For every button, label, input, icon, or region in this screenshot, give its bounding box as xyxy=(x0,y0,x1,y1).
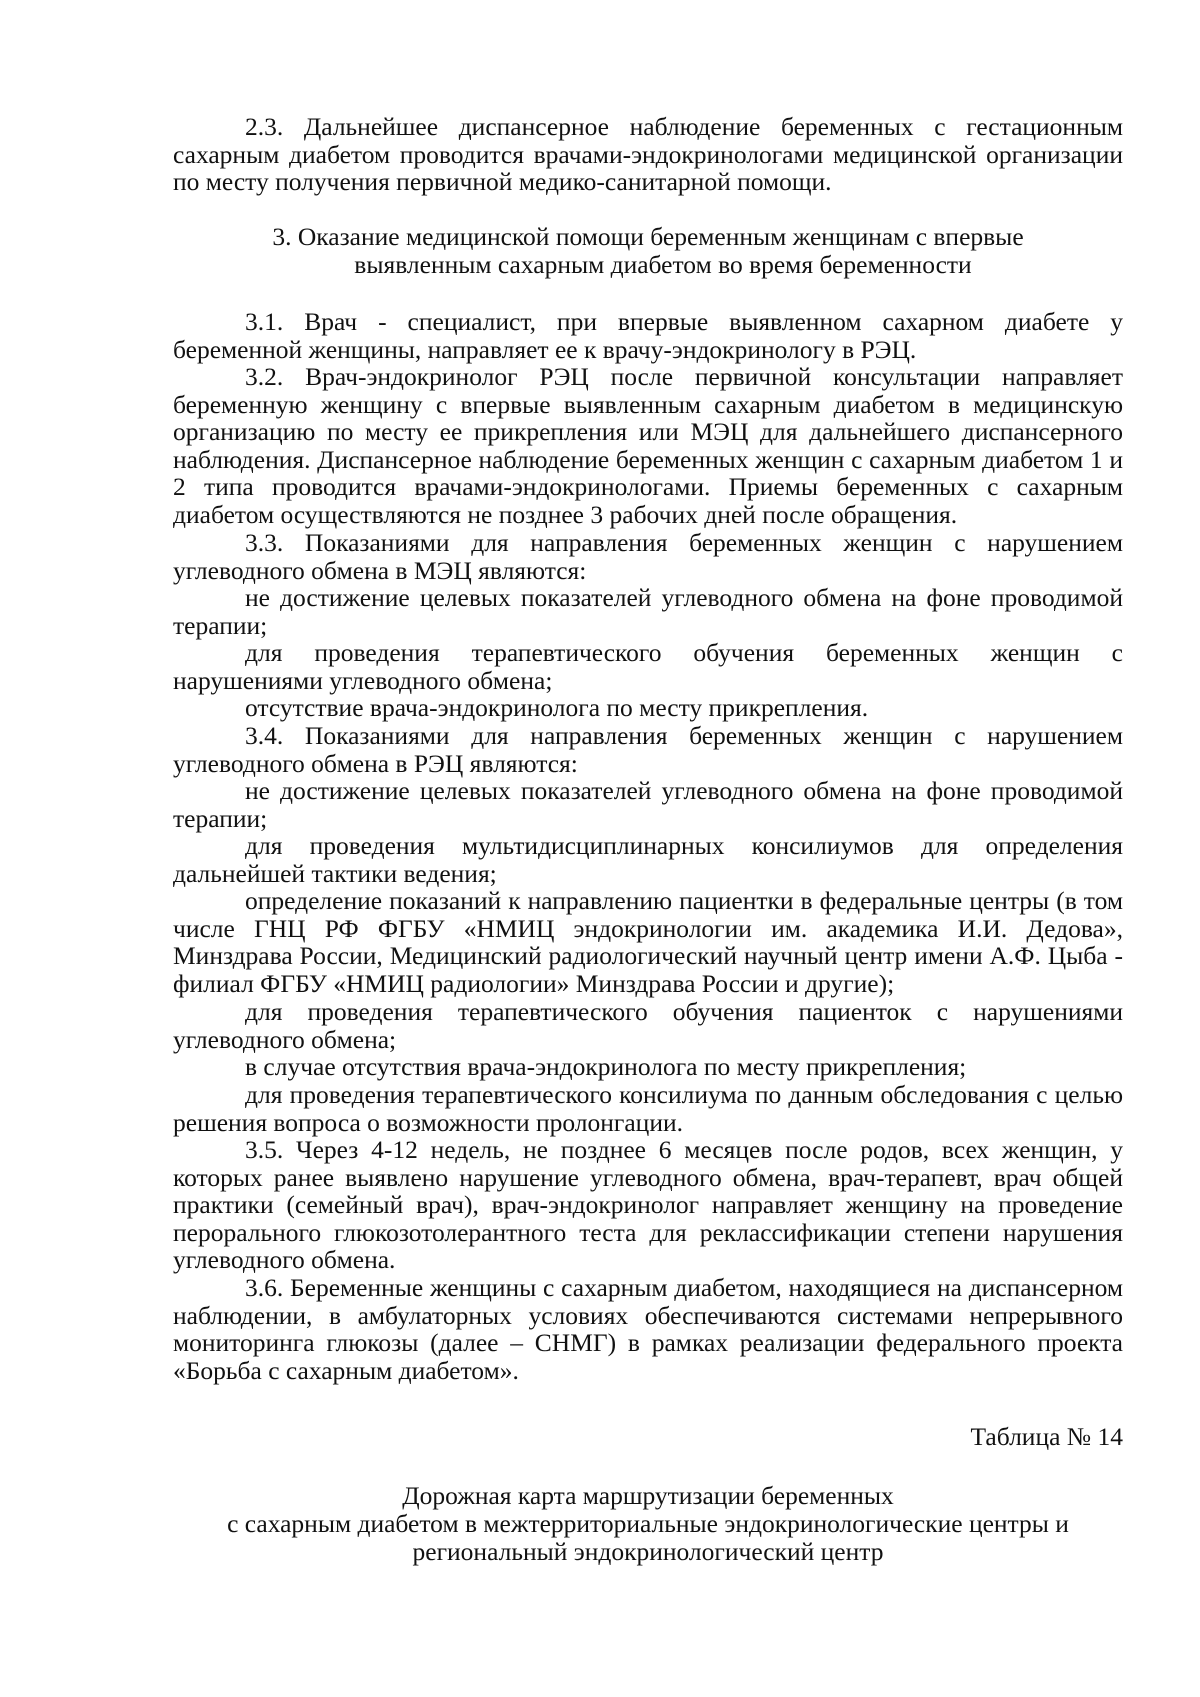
paragraph-3-4-item-1: не достижение целевых показателей углеводного обмена на фоне проводимой терапии; xyxy=(173,776,1123,833)
paragraph-3-4: 3.4. Показаниями для направления беременных женщин с нарушением углеводного обмена в РЭЦ являются: xyxy=(173,721,1123,778)
paragraph-3-6: 3.6. Беременные женщины с сахарным диабетом, находящиеся на диспансерном наблюдении, в амбулаторных условиях обеспечиваются системами непрерывного мониторинга глюкозы (далее – СНМГ) в рамках реализации федерального проекта «Борьба с сахарным диабетом». xyxy=(173,1273,1123,1385)
roadmap-title-line-1: Дорожная карта маршрутизации беременных xyxy=(402,1481,894,1510)
paragraph-2-3: 2.3. Дальнейшее диспансерное наблюдение беременных с гестационным сахарным диабетом проводится врачами-эндокринологами медицинской организации по месту получения первичной медико-санитарной помощи. xyxy=(173,112,1123,196)
paragraph-3-4-item-5: в случае отсутствия врача-эндокринолога по месту прикрепления; xyxy=(245,1052,967,1081)
paragraph-3-4-item-2: для проведения мультидисциплинарных консилиумов для определения дальнейшей тактики ведения; xyxy=(173,831,1123,888)
paragraph-3-2: 3.2. Врач-эндокринолог РЭЦ после первичной консультации направляет беременную женщину с впервые выявленным сахарным диабетом в медицинскую организацию по месту ее прикрепления или МЭЦ для дальнейшего диспансерного наблюдения. Диспансерное наблюдение беременных женщин с сахарным диабетом 1 и 2 типа проводится врачами-эндокринологами. Приемы беременных с сахарным диабетом осуществляются не позднее 3 рабочих дней после обращения. xyxy=(173,362,1123,529)
table-label: Таблица № 14 xyxy=(970,1422,1123,1451)
paragraph-3-4-item-6: для проведения терапевтического консилиума по данным обследования с целью решения вопроса о возможности пролонгации. xyxy=(173,1080,1123,1137)
paragraph-3-3: 3.3. Показаниями для направления беременных женщин с нарушением углеводного обмена в МЭЦ являются: xyxy=(173,528,1123,585)
paragraph-3-5: 3.5. Через 4-12 недель, не позднее 6 месяцев после родов, всех женщин, у которых ранее выявлено нарушение углеводного обмена, врач-терапевт, врач общей практики (семейный врач), врач-эндокринолог направляет женщину на проведение перорального глюкозотолерантного теста для реклассификации степени нарушения углеводного обмена. xyxy=(173,1135,1123,1274)
paragraph-3-3-item-1: не достижение целевых показателей углеводного обмена на фоне проводимой терапии; xyxy=(173,583,1123,640)
paragraph-3-4-item-3: определение показаний к направлению пациентки в федеральные центры (в том числе ГНЦ РФ ФГБУ «НМИЦ эндокринологии им. академика И.И. Дедова», Минздрава России, Медицинский радиологический научный центр имени А.Ф. Цыба - филиал ФГБУ «НМИЦ радиологии» Минздрава России и другие); xyxy=(173,886,1123,998)
paragraph-3-3-item-3: отсутствие врача-эндокринолога по месту прикрепления. xyxy=(245,693,869,722)
paragraph-3-4-item-4: для проведения терапевтического обучения пациенток с нарушениями углеводного обмена; xyxy=(173,997,1123,1054)
paragraph-3-1: 3.1. Врач - специалист, при впервые выявленном сахарном диабете у беременной женщины, направляет ее к врачу-эндокринологу в РЭЦ. xyxy=(173,307,1123,364)
section-3-heading-line-2: выявленным сахарным диабетом во время беременности xyxy=(354,250,972,279)
roadmap-title-line-3: региональный эндокринологический центр xyxy=(412,1537,884,1566)
section-3-heading-line-1: 3. Оказание медицинской помощи беременным женщинам с впервые xyxy=(272,222,1024,251)
roadmap-title-line-2: с сахарным диабетом в межтерриториальные эндокринологические центры и xyxy=(227,1509,1069,1538)
paragraph-3-3-item-2: для проведения терапевтического обучения беременных женщин с нарушениями углеводного обмена; xyxy=(173,638,1123,695)
